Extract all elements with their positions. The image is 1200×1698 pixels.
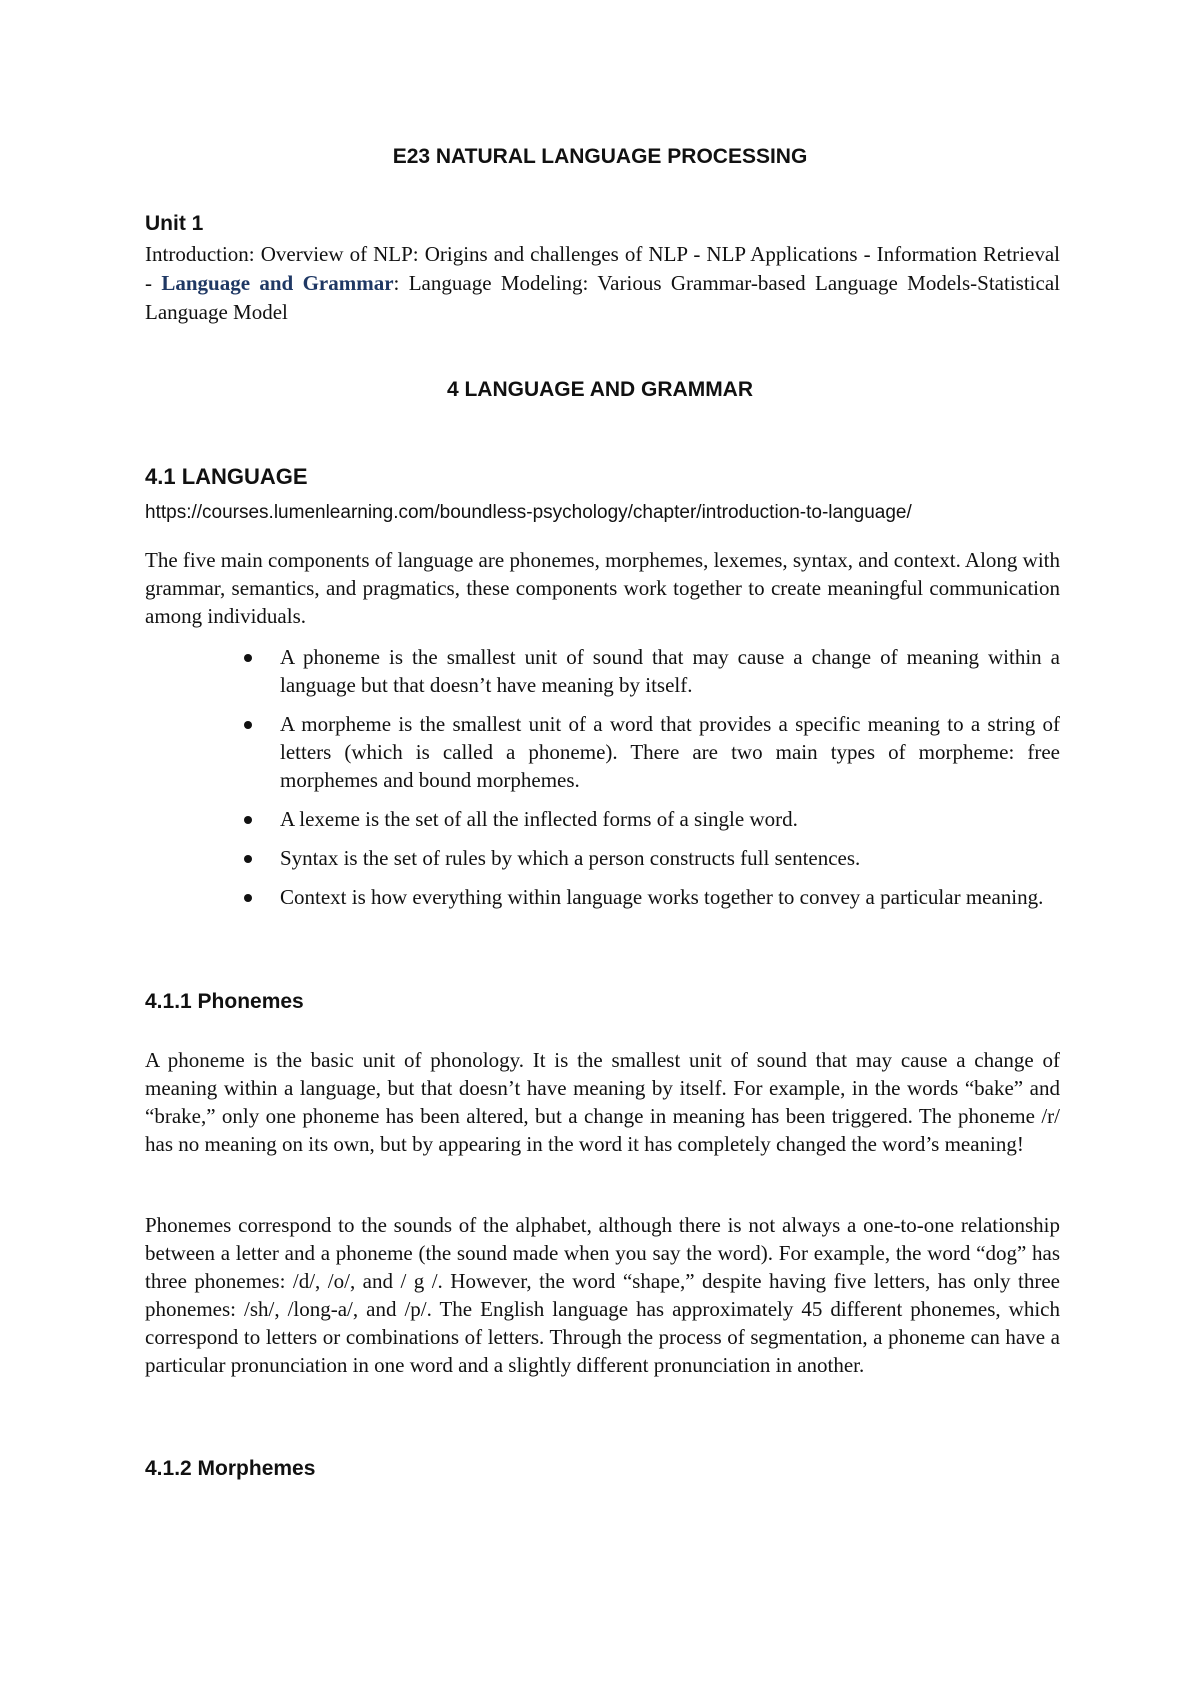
phonemes-paragraph-1: A phoneme is the basic unit of phonology. It is the smallest unit of sound that may cause a change of meaning within a language, but that doesn’t have meaning by itself. For example, in the words “bake” and “brake,” only one phoneme has been altered, but a change in meaning has been triggered. The phoneme /r/ has no meaning on its own, but by appearing in the word it has completely changed the word’s meaning!	[145, 1048, 1060, 1156]
list-item	[145, 710, 1060, 794]
list-item-text: A morpheme is the smallest unit of a word that provides a specific meaning to a string of letters (which is called a phoneme). There are two main types of morpheme: free morphemes and bound morphemes.	[280, 712, 1060, 792]
bullet-icon	[244, 894, 252, 902]
chapter-heading: 4 LANGUAGE AND GRAMMAR	[446, 378, 754, 401]
bullet-icon	[244, 721, 252, 729]
phonemes-paragraph-2: Phonemes correspond to the sounds of the alphabet, although there is not always a one-to-one relationship between a letter and a phoneme (the sound made when you say the word). For example, the word “dog” has three phonemes: /d/, /o/, and / g /. However, the word “shape,” despite having five letters, has only three phonemes: /sh/, /long-a/, and /p/. The English language has approximately 45 different phonemes, which correspond to letters or combinations of letters. Through the process of segmentation, a phoneme can have a particular pronunciation in one word and a slightly different pronunciation in another.	[145, 1213, 1060, 1377]
unit-intro-text-rest: : Language Modeling: Various Grammar-based Language Models-Statistical Language Model	[145, 271, 1060, 324]
section-heading-morphemes: 4.1.2 Morphemes	[145, 1457, 316, 1480]
section-heading-language: 4.1 LANGUAGE	[145, 464, 308, 489]
unit-label: Unit 1	[145, 212, 204, 235]
bullet-icon	[244, 654, 252, 662]
list-item-text: Syntax is the set of rules by which a person constructs full sentences.	[280, 846, 861, 870]
bullet-icon	[244, 816, 252, 824]
list-item-text: A lexeme is the set of all the inflected forms of a single word.	[280, 807, 798, 831]
source-url: https://courses.lumenlearning.com/boundless-psychology/chapter/introduction-to-language/	[145, 502, 912, 523]
language-intro-paragraph: The five main components of language are phonemes, morphemes, lexemes, syntax, and context. Along with grammar, semantics, and pragmatics, these components work together to create meaningful communication among individuals.	[145, 548, 1061, 628]
unit-intro	[145, 240, 1060, 327]
list-item	[145, 883, 1060, 911]
list-item	[145, 643, 1060, 699]
list-item-text: A phoneme is the smallest unit of sound that may cause a change of meaning within a language but that doesn’t have meaning by itself.	[280, 645, 1060, 697]
list-item	[145, 805, 1060, 833]
unit-intro-text: Introduction: Overview of NLP: Origins and challenges of NLP - NLP Applications - Information Retrieval -	[145, 242, 1060, 295]
list-item	[145, 844, 1060, 872]
section-heading-phonemes: 4.1.1 Phonemes	[145, 990, 304, 1013]
bullet-icon	[244, 855, 252, 863]
document-title: E23 NATURAL LANGUAGE PROCESSING	[392, 145, 808, 168]
list-item-text: Context is how everything within language works together to convey a particular meaning.	[280, 885, 1044, 909]
components-list	[145, 643, 1060, 922]
unit-intro-highlight: Language and Grammar	[161, 271, 394, 295]
